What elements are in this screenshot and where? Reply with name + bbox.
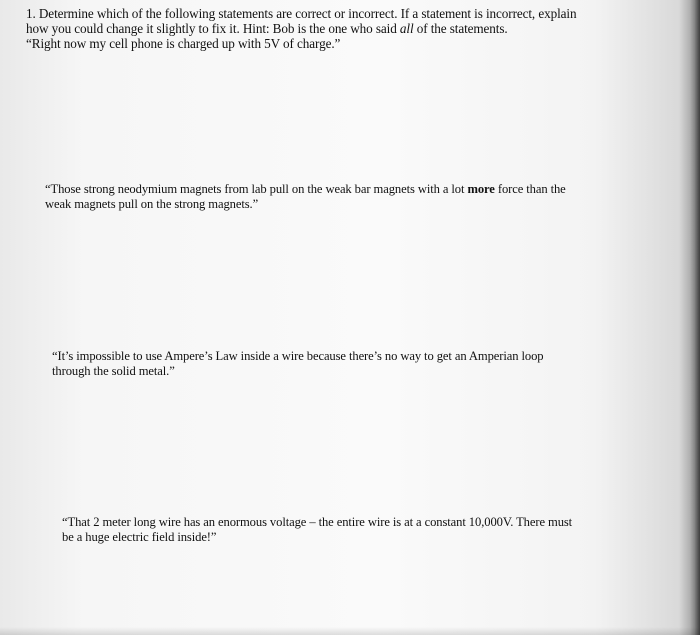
statement-4-line-1: “That 2 meter long wire has an enormous voltage – the entire wire is at a constant 10,000V. There must [62, 515, 573, 529]
statement-3-line-1: “It’s impossible to use Ampere’s Law inside a wire because there’s no way to get an Amperian loop [52, 349, 544, 363]
statement-3 [52, 349, 612, 378]
statement-2-line-1 [45, 182, 630, 197]
statement-2-bold-more: more [467, 182, 495, 196]
statement-1: “Right now my cell phone is charged up with 5V of charge.” [26, 36, 341, 51]
intro-emphasis-all: all [399, 21, 414, 36]
intro-line-1: 1. Determine which of the following statements are correct or incorrect. If a statement is incorrect, explain [26, 6, 577, 21]
statement-3-line-2: through the solid metal.” [52, 363, 175, 378]
statement-2 [45, 182, 630, 211]
statement-4-line-2: be a huge electric field inside!” [62, 529, 217, 544]
page-bottom-shadow [0, 627, 700, 635]
statement-2-text-end: force than the [494, 182, 566, 196]
statement-2-line-2: weak magnets pull on the strong magnets.” [45, 196, 259, 211]
page-edge-shadow [690, 0, 700, 635]
intro-line-2-text: how you could change it slightly to fix it. Hint: Bob is the one who said [26, 21, 400, 36]
question-intro [26, 6, 636, 51]
statement-4 [62, 515, 622, 544]
intro-line-2-end: of the statements. [413, 21, 508, 36]
statement-2-text: “Those strong neodymium magnets from lab pull on the weak bar magnets with a lot [45, 182, 468, 196]
intro-line-2 [26, 21, 636, 36]
